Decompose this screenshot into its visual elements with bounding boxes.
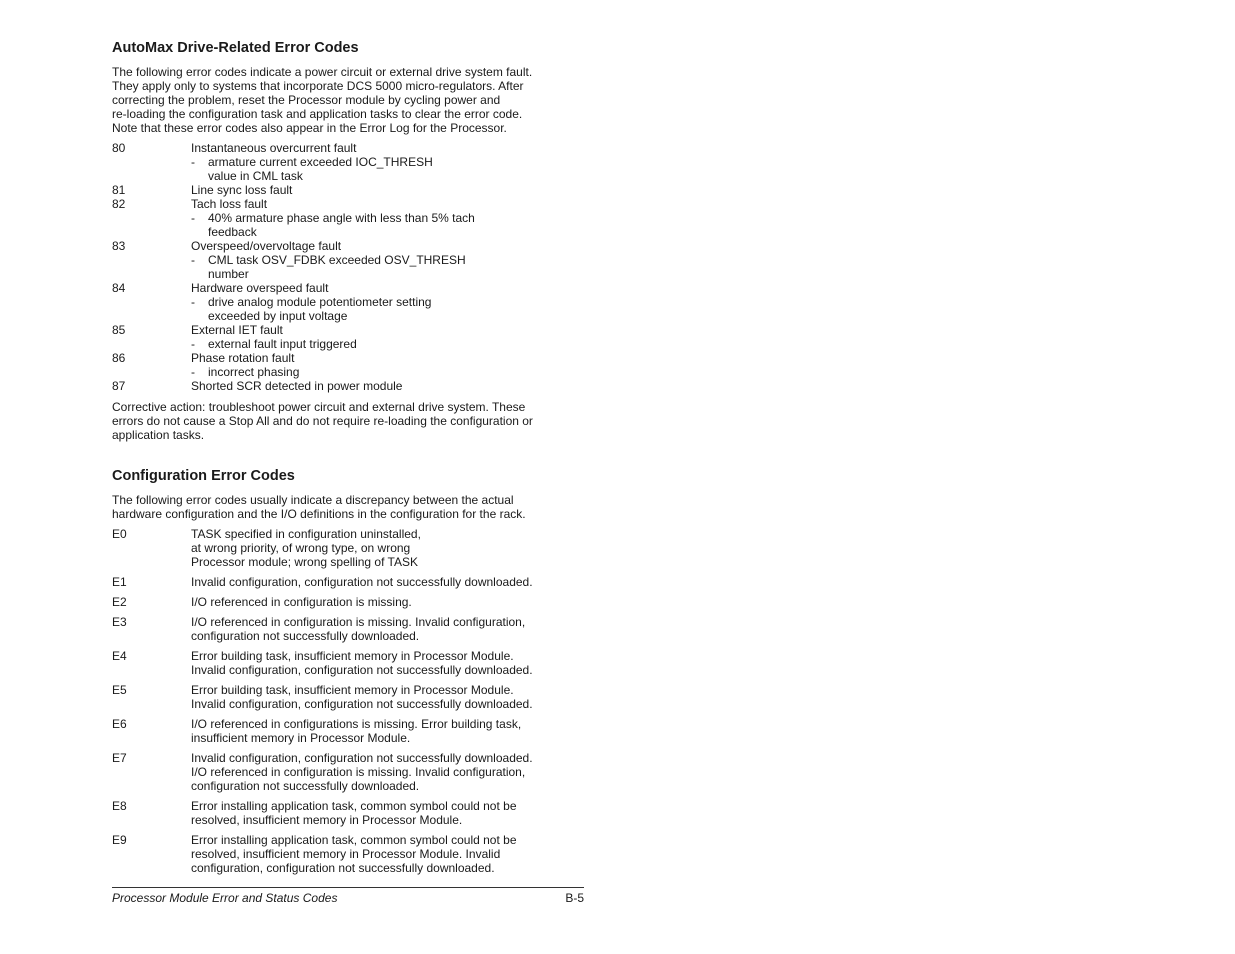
page-number: B-5 [565,891,584,905]
footer-title: Processor Module Error and Status Codes [112,891,338,905]
error-detail [191,253,584,281]
error-code-row [112,717,584,745]
error-description [191,323,584,351]
error-code-row [112,751,584,793]
error-code: 80 [112,141,126,155]
description-line: Processor module; wrong spelling of TASK [191,555,418,569]
error-code: 82 [112,197,126,211]
intro-line: They apply only to systems that incorporate DCS 5000 micro-regulators. After [112,79,524,93]
corrective-line: application tasks. [112,428,205,442]
bullet-dash: - [191,155,195,169]
error-code-row [112,615,584,643]
description-line: Invalid configuration, configuration not successfully downloaded. [191,751,533,765]
page-footer [112,887,584,905]
error-code: E7 [112,751,127,765]
error-detail-text [208,155,433,183]
detail-line: armature current exceeded IOC_THRESH [208,155,433,169]
error-code: E4 [112,649,127,663]
error-code: E2 [112,595,127,609]
error-code: 83 [112,239,126,253]
error-title: Hardware overspeed fault [191,281,329,295]
error-detail [191,155,584,183]
error-code-row [112,683,584,711]
error-code: 81 [112,183,126,197]
bullet-dash: - [191,211,195,225]
detail-line: feedback [208,225,257,239]
error-title: External IET fault [191,323,283,337]
description-line: Invalid configuration, configuration not successfully downloaded. [191,697,533,711]
description-line: Error installing application task, common symbol could not be [191,833,517,847]
bullet-dash: - [191,253,195,267]
error-detail [191,365,584,379]
detail-line: exceeded by input voltage [208,309,348,323]
description-line: I/O referenced in configuration is missing. [191,595,412,609]
error-detail-text [208,295,431,323]
error-detail [191,337,584,351]
description-line: TASK specified in configuration uninstalled, [191,527,421,541]
description-line: resolved, insufficient memory in Processor Module. Invalid [191,847,501,861]
config-error-code-list [112,527,584,875]
description-line: Invalid configuration, configuration not successfully downloaded. [191,575,533,589]
error-description [191,379,584,393]
document-page [112,38,584,881]
error-code: 87 [112,379,126,393]
error-description [191,281,584,323]
error-code: E3 [112,615,127,629]
error-code-row [112,649,584,677]
section-title-config-codes: Configuration Error Codes [112,468,295,484]
detail-line: number [208,267,249,281]
error-code-row [112,351,584,379]
corrective-line: Corrective action: troubleshoot power circuit and external drive system. These [112,400,526,414]
error-description [191,575,584,589]
description-line: Error building task, insufficient memory in Processor Module. [191,649,514,663]
error-description [191,197,584,239]
section-title-drive-codes: AutoMax Drive-Related Error Codes [112,40,359,56]
intro-line: correcting the problem, reset the Processor module by cycling power and [112,93,501,107]
error-code-row [112,239,584,281]
error-code: 86 [112,351,126,365]
detail-line: 40% armature phase angle with less than 5% tach [208,211,475,225]
error-code-row [112,141,584,183]
bullet-dash: - [191,295,195,309]
error-description [191,527,584,569]
bullet-dash: - [191,337,195,351]
description-line: I/O referenced in configurations is missing. Error building task, [191,717,522,731]
description-line: Invalid configuration, configuration not successfully downloaded. [191,663,533,677]
error-description [191,751,584,793]
error-code-row [112,281,584,323]
intro-line: The following error codes indicate a power circuit or external drive system fault. [112,65,533,79]
description-line: insufficient memory in Processor Module. [191,731,411,745]
error-code: E5 [112,683,127,697]
error-code-row [112,595,584,609]
error-description [191,717,584,745]
error-code: E9 [112,833,127,847]
error-description [191,683,584,711]
corrective-action-text [112,400,584,442]
description-line: configuration, configuration not successfully downloaded. [191,861,495,875]
error-code-row [112,183,584,197]
error-description [191,183,584,197]
error-description [191,833,584,875]
error-detail-text [208,211,475,239]
description-line: configuration not successfully downloaded. [191,779,420,793]
description-line: I/O referenced in configuration is missing. Invalid configuration, [191,765,526,779]
error-title: Overspeed/overvoltage fault [191,239,342,253]
bullet-dash: - [191,365,195,379]
description-line: at wrong priority, of wrong type, on wrong [191,541,411,555]
error-code: E8 [112,799,127,813]
detail-line: external fault input triggered [208,337,357,351]
description-line: Error installing application task, common symbol could not be [191,799,517,813]
error-description [191,595,584,609]
error-code-row [112,799,584,827]
error-code-row [112,379,584,393]
detail-line: value in CML task [208,169,303,183]
error-detail [191,211,584,239]
error-code: E6 [112,717,127,731]
error-description [191,351,584,379]
intro-line: The following error codes usually indicate a discrepancy between the actual [112,493,514,507]
intro-line: re-loading the configuration task and application tasks to clear the error code. [112,107,523,121]
error-title: Tach loss fault [191,197,268,211]
intro-line: Note that these error codes also appear in the Error Log for the Processor. [112,121,507,135]
error-title: Phase rotation fault [191,351,295,365]
error-description [191,615,584,643]
error-title: Instantaneous overcurrent fault [191,141,357,155]
error-description [191,799,584,827]
error-detail-text [208,337,357,351]
error-code-row [112,575,584,589]
error-code-row [112,197,584,239]
error-description [191,141,584,183]
detail-line: CML task OSV_FDBK exceeded OSV_THRESH [208,253,466,267]
drive-error-code-list [112,141,584,393]
config-codes-intro [112,493,584,521]
error-code: 85 [112,323,126,337]
detail-line: drive analog module potentiometer setting [208,295,432,309]
error-code-row [112,323,584,351]
corrective-line: errors do not cause a Stop All and do not require re-loading the configuration or [112,414,533,428]
error-code: E1 [112,575,127,589]
description-line: Error building task, insufficient memory in Processor Module. [191,683,514,697]
error-detail [191,295,584,323]
error-title: Line sync loss fault [191,183,293,197]
description-line: resolved, insufficient memory in Processor Module. [191,813,463,827]
drive-codes-intro [112,65,584,135]
error-code-row [112,833,584,875]
detail-line: incorrect phasing [208,365,300,379]
error-detail-text [208,365,299,379]
error-code: 84 [112,281,126,295]
intro-line: hardware configuration and the I/O definitions in the configuration for the rack. [112,507,526,521]
error-title: Shorted SCR detected in power module [191,379,403,393]
error-code: E0 [112,527,127,541]
error-detail-text [208,253,466,281]
description-line: I/O referenced in configuration is missing. Invalid configuration, [191,615,526,629]
error-description [191,239,584,281]
description-line: configuration not successfully downloaded. [191,629,420,643]
error-code-row [112,527,584,569]
error-description [191,649,584,677]
